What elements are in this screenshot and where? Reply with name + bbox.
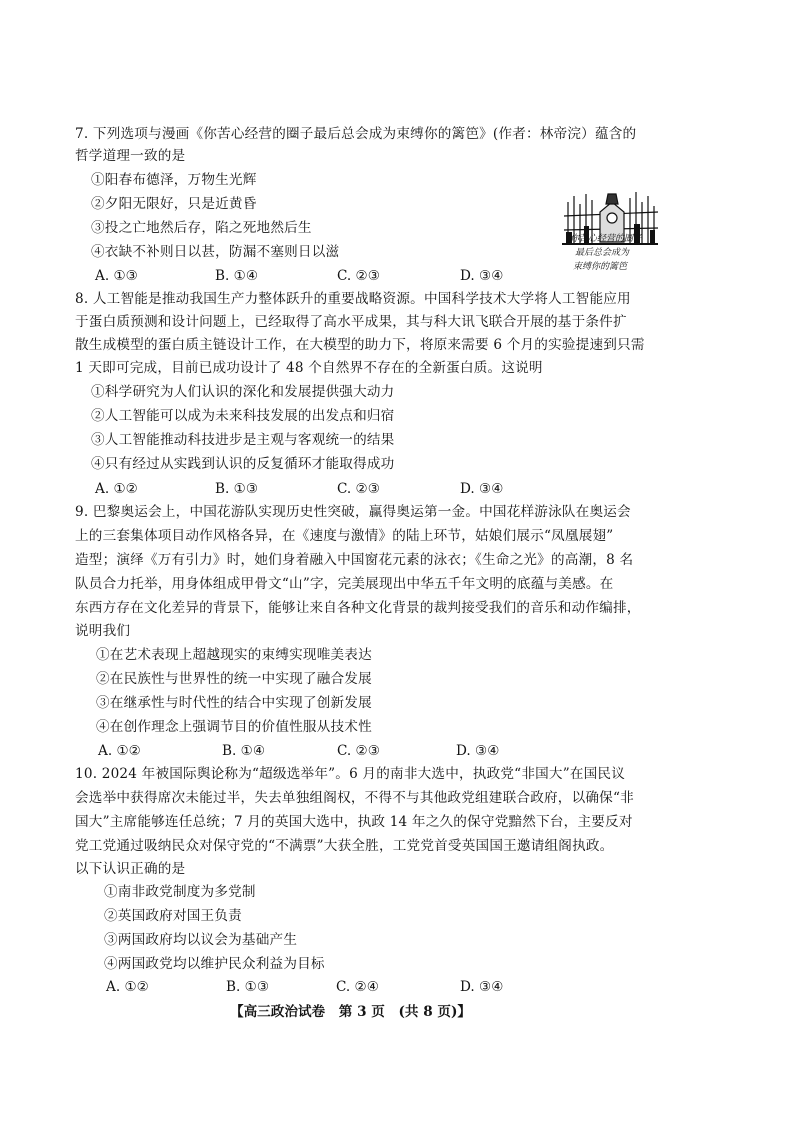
q7-option-d: D. ③④ [460,268,504,284]
q10-item-1: ①南非政党制度为多党制 [104,884,256,900]
q8-stem-line-1: 8. 人工智能是推动我国生产力整体跃升的重要战略资源。中国科学技术大学将人工智能应用 [75,291,631,307]
q10-option-c: C. ②④ [336,979,379,995]
q9-item-2: ②在民族性与世界性的统一中实现了融合发展 [96,671,372,687]
q10-option-b: B. ①③ [226,979,270,995]
q8-option-b: B. ①③ [215,481,259,497]
q8-stem-line-2: 于蛋白质预测和设计问题上，已经取得了高水平成果，其与科大讯飞联合开展的基于条件扩 [75,314,627,330]
q10-stem-line-1: 10. 2024 年被国际舆论称为“超级选举年”。6 月的南非大选中，执政党“非国大”在国民议 [75,766,626,782]
q7-option-b: B. ①④ [215,268,259,284]
q8-stem-line-3: 散生成模型的蛋白质主链设计工作，在大模型的助力下，将原来需要 6 个月的实验提速到只需 [75,337,645,353]
q10-option-d: D. ③④ [460,979,504,995]
q10-options [106,977,503,997]
q9-item-3: ③在继承性与时代性的结合中实现了创新发展 [96,695,372,711]
q8-stem-line-4: 1 天即可完成，目前已成功设计了 48 个自然界不存在的全新蛋白质。这说明 [75,360,543,376]
q8-options [95,479,503,499]
q7-item-1: ①阳春布德泽，万物生光辉 [91,172,257,188]
q9-option-d: D. ③④ [456,743,500,759]
q7-item-2: ②夕阳无限好，只是近黄昏 [91,196,257,212]
q9-stem-line-1: 9. 巴黎奥运会上，中国花游队实现历史性突破，赢得奥运第一金。中国花样游泳队在奥运会 [75,504,631,520]
q7-option-a: A. ①③ [95,268,138,284]
q9-option-b: B. ①④ [222,743,266,759]
cartoon-caption-line-2: 最后总会成为 [575,248,630,258]
q10-item-3: ③两国政府均以议会为基础产生 [104,932,298,948]
q9-stem-line-3: 造型；演绎《万有引力》时，她们身着融入中国窗花元素的泳衣；《生命之光》的高潮，8 名 [75,552,634,568]
page-footer: 【高三政治试卷 第 3 页 (共 8 页)】 [230,1004,472,1020]
q8-item-2: ②人工智能可以成为未来科技发展的出发点和归宿 [91,408,395,424]
q9-option-c: C. ②③ [337,743,380,759]
q8-option-a: A. ①② [95,481,138,497]
q9-options [98,741,499,761]
cartoon-caption-line-3: 束缚你的篱笆 [573,262,628,272]
q8-item-3: ③人工智能推动科技进步是主观与客观统一的结果 [91,432,395,448]
q9-item-4: ④在创作理念上强调节目的价值性服从技术性 [96,719,372,735]
q10-item-2: ②英国政府对国王负责 [104,908,242,924]
q8-option-d: D. ③④ [460,481,504,497]
q10-option-a: A. ①② [106,979,149,995]
q10-stem-line-3: 国大”主席能够连任总统；7 月的英国大选中，执政 14 年之久的保守党黯然下台，主要反对 [75,814,633,830]
q10-item-4: ④两国政党均以维护民众利益为目标 [104,956,325,972]
q9-option-a: A. ①② [98,743,141,759]
q9-item-1: ①在艺术表现上超越现实的束缚实现唯美表达 [96,647,372,663]
q8-item-4: ④只有经过从实践到认识的反复循环才能取得成功 [91,456,395,472]
q7-item-4: ④衣缺不补则日以甚，防漏不塞则日以滋 [91,244,340,260]
q9-stem-line-4: 队员合力托举，用身体组成甲骨文“山”字，完美展现出中华五千年文明的底蕴与美感。在 [75,576,614,592]
q9-stem-line-5: 东西方存在文化差异的背景下，能够让来自各种文化背景的裁判接受我们的音乐和动作编排， [75,600,641,616]
q10-stem-line-4: 党工党通过吸纳民众对保守党的“不满票”大获全胜，工党党首受英国国王邀请组阁执政。 [75,838,614,854]
q10-stem-line-5: 以下认识正确的是 [75,861,186,877]
q7-stem-line-2: 哲学道理一致的是 [75,148,186,164]
q7-item-3: ③投之亡地然后存，陷之死地然后生 [91,220,312,236]
q10-stem-line-2: 会选举中获得席次未能过半，失去单独组阁权，不得不与其他政党组建联合政府，以确保“非 [75,790,634,806]
q8-option-c: C. ②③ [337,481,380,497]
q9-stem-line-6: 说明我们 [75,623,131,639]
q8-item-1: ①科学研究为人们认识的深化和发展提供强大动力 [91,384,395,400]
q7-stem-line-1: 7. 下列选项与漫画《你苦心经营的圈子最后总会成为束缚你的篱笆》(作者：林帝浣）蕴含的 [75,126,637,142]
cartoon-caption-line-1: 你苦心经营的圈子 [570,234,643,244]
q7-option-c: C. ②③ [337,268,380,284]
q7-options [95,266,503,286]
q9-stem-line-2: 上的三套集体项目动作风格各异，在《速度与激情》的陆上环节，姑娘们展示“凤凰展翅” [75,528,614,544]
